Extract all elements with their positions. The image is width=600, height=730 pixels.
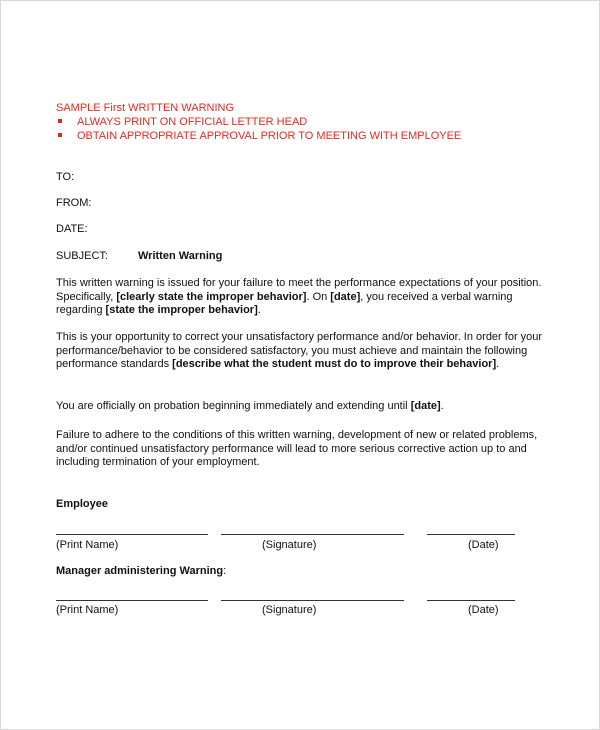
paragraph-1: This written warning is issued for your failure to meet the performance expectations of your position. Specifically, [clearly state the improper behavior]. On [date], you received a verbal warning regarding [state the improper behavior]. bbox=[56, 277, 542, 316]
square-bullet-icon bbox=[58, 119, 62, 123]
manager-date-line bbox=[427, 600, 515, 601]
employee-signature-line bbox=[221, 534, 404, 535]
employee-print-name-line bbox=[56, 534, 208, 535]
to-field: TO: bbox=[56, 171, 75, 183]
paragraph-3: You are officially on probation beginning immediately and extending until [date]. bbox=[56, 400, 444, 412]
subject-label: SUBJECT: bbox=[56, 250, 108, 262]
manager-heading: Manager administering Warning: bbox=[56, 565, 227, 577]
manager-date-caption: (Date) bbox=[468, 604, 499, 616]
employee-date-line bbox=[427, 534, 515, 535]
paragraph-4: Failure to adhere to the conditions of this written warning, development of new or related problems, and/or continued unsatisfactory performance will lead to more serious corrective action up to and including termination of your employment. bbox=[56, 429, 538, 468]
square-bullet-icon bbox=[58, 133, 62, 137]
notice-title: SAMPLE First WRITTEN WARNING bbox=[56, 102, 235, 114]
manager-print-name-caption: (Print Name) bbox=[56, 604, 119, 616]
employee-date-caption: (Date) bbox=[468, 539, 499, 551]
date-field: DATE: bbox=[56, 223, 88, 235]
notice-list bbox=[56, 115, 461, 143]
subject-value: Written Warning bbox=[138, 250, 223, 262]
notice-item: OBTAIN APPROPRIATE APPROVAL PRIOR TO MEETING WITH EMPLOYEE bbox=[56, 129, 461, 143]
employee-print-name-caption: (Print Name) bbox=[56, 539, 119, 551]
notice-item: ALWAYS PRINT ON OFFICIAL LETTER HEAD bbox=[56, 115, 461, 129]
paragraph-2: This is your opportunity to correct your unsatisfactory performance and/or behavior. In order for your performance/behavior to be considered satisfactory, you must achieve and maintain the following performance standards [describe what the student must do to improve their behavior]. bbox=[56, 331, 543, 370]
employee-signature-caption: (Signature) bbox=[262, 539, 317, 551]
from-field: FROM: bbox=[56, 197, 92, 209]
manager-signature-caption: (Signature) bbox=[262, 604, 317, 616]
manager-print-name-line bbox=[56, 600, 208, 601]
subject-field bbox=[56, 250, 223, 263]
manager-signature-line bbox=[221, 600, 404, 601]
employee-heading: Employee bbox=[56, 498, 108, 510]
